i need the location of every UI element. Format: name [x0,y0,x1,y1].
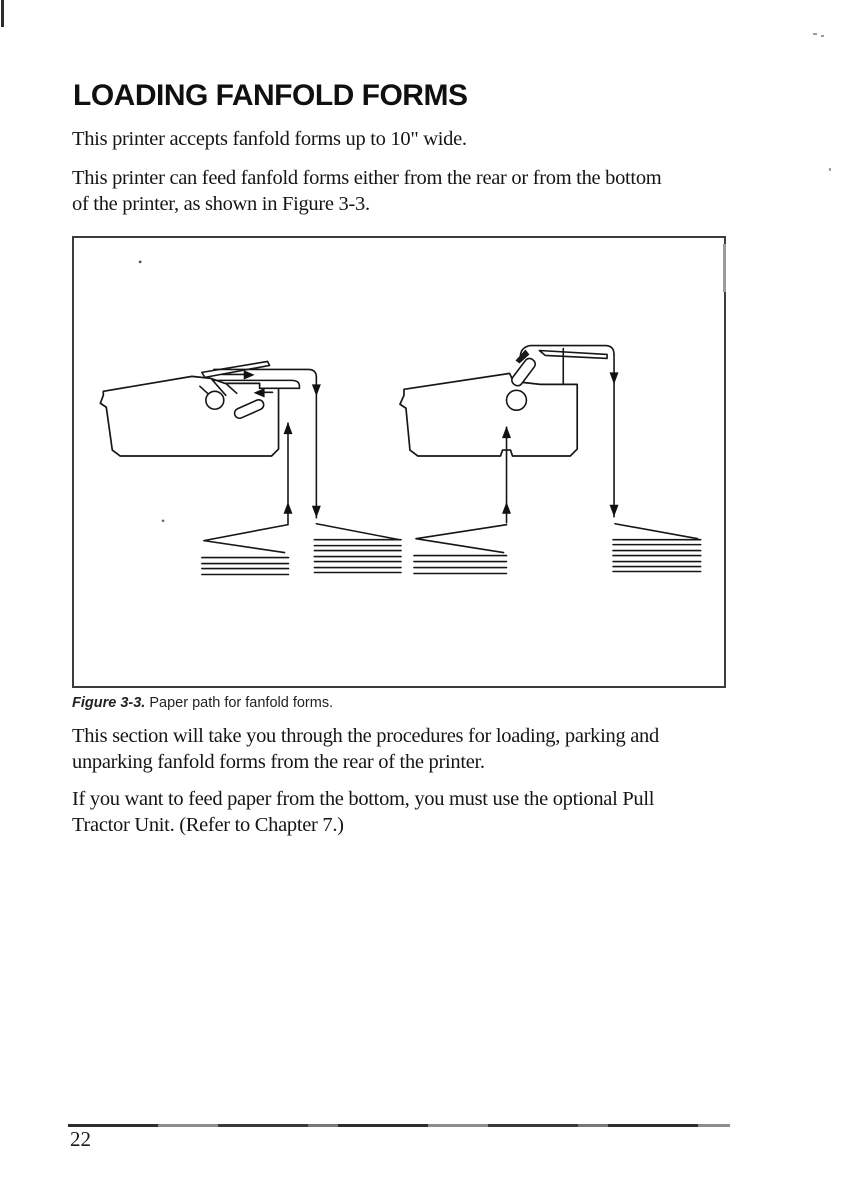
figure-caption [72,694,333,712]
platen-roller [507,390,527,410]
page-title: LOADING FANFOLD FORMS [73,79,468,112]
fanfold-input-stack-left [202,525,289,575]
arrow-up-icon [284,422,293,434]
page-number: 22 [70,1127,91,1151]
scan-speck [821,35,824,37]
paragraph-2 [72,165,752,217]
paragraph-line: This printer accepts fanfold forms up to 10" wide. [72,128,467,150]
arrow-down-icon [610,372,619,384]
paragraph-line: This printer can feed fanfold forms either from the rear or from the bottom [72,167,662,189]
printer-rear-feed-illustration [100,361,321,524]
paragraph-line: Tractor Unit. (Refer to Chapter 7.) [72,814,344,836]
paragraph-line: of the printer, as shown in Figure 3-3. [72,193,370,215]
figure-caption-label: Figure 3-3. [72,695,146,711]
fanfold-output-stack-right [613,524,701,572]
figure-3-3-box [72,236,726,688]
paragraph-line: This section will take you through the procedures for loading, parking and [72,725,659,747]
arrow-right-icon [244,370,255,379]
fanfold-input-stack-right [414,525,507,574]
paragraph-line: If you want to feed paper from the bottom, you must use the optional Pull [72,788,655,810]
arrow-down-icon [610,505,619,517]
footer-rule [68,1124,730,1127]
arrow-up-icon [284,502,293,514]
paragraph-4 [72,786,752,838]
arrow-down-icon [312,506,321,518]
paragraph-3 [72,723,752,775]
scan-artifact-mark [1,0,4,27]
scan-speck [829,168,831,171]
paper-sheet [539,350,607,358]
platen-roller [206,391,224,409]
figure-caption-text: Paper path for fanfold forms. [145,695,334,711]
scan-dot [139,260,142,263]
fanfold-paper-path-diagram [74,238,724,686]
arrow-up-icon [502,502,511,514]
scan-dot [162,519,165,522]
scan-speck [813,33,817,35]
arrow-down-icon [312,384,321,396]
paragraph-1 [72,126,752,152]
paragraph-line: unparking fanfold forms from the rear of the printer. [72,751,485,773]
fanfold-output-stack-left [314,524,401,573]
printer-bottom-feed-illustration [400,346,619,523]
